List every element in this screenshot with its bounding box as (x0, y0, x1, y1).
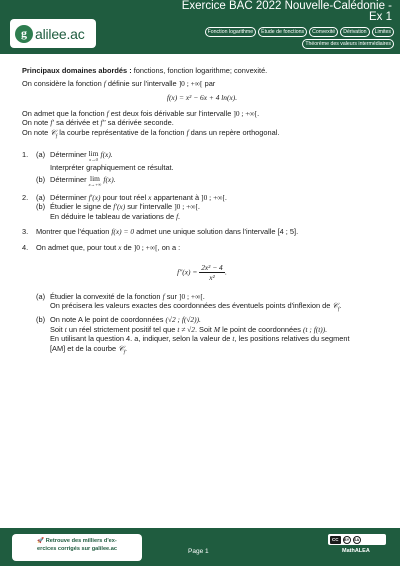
math-interval: ]0 ; +∞[. (179, 291, 205, 301)
fraction (199, 263, 225, 282)
deduce-line (50, 212, 382, 222)
text: On note (22, 118, 51, 128)
topics-list: fonctions, fonction logarithme; convexité. (131, 66, 268, 75)
segment-line (50, 344, 382, 358)
text: appartenant à (151, 192, 202, 202)
text: sa dérivée seconde. (105, 118, 174, 128)
point-m-line (50, 325, 382, 335)
question-3 (22, 227, 382, 237)
math-f: f (103, 78, 106, 88)
question-1a (36, 150, 382, 173)
math-expr: f(x). (100, 150, 113, 160)
text: Soit (50, 324, 65, 334)
text: Étudier la convexité de la fonction (50, 291, 163, 301)
question-4a (36, 292, 382, 316)
tag-logarithme[interactable]: Fonction logarithme (205, 27, 257, 37)
tag-convexite[interactable]: Convexité (309, 27, 338, 37)
text: un réel strictement positif tel que (66, 324, 178, 334)
math-cf-sub: f (123, 350, 125, 356)
text: . (339, 301, 342, 311)
lim-word: lim (88, 149, 99, 159)
tag-limites[interactable]: Limites (372, 27, 394, 37)
topics-label: Principaux domaines abordés : (22, 66, 132, 75)
cc-license-badge[interactable] (328, 534, 386, 545)
question-2 (22, 193, 382, 222)
def-lhs: f(x) = (166, 93, 186, 103)
text: Étudier le signe de (50, 202, 114, 212)
text: , les positions relatives du segment (234, 334, 350, 344)
math-f: f (186, 127, 189, 137)
numerator: 2x² − 4 (201, 262, 223, 272)
lim-under: x→0 (89, 157, 98, 163)
text: dans un repère orthogonal. (188, 127, 280, 137)
text: admet une unique solution dans l'intervalle [4 ; 5]. (134, 227, 299, 237)
math-t: t (232, 334, 235, 344)
text: . Soit (194, 324, 214, 334)
position-line (50, 334, 382, 344)
math-m: M (213, 324, 221, 334)
footer (0, 528, 400, 566)
question-1b (36, 175, 382, 187)
function-definition (22, 93, 382, 103)
text: Déterminer (50, 150, 89, 160)
math-cf: 𝒞 (50, 127, 56, 137)
math-cf: 𝒞 (118, 344, 124, 354)
math-cond: t ≠ √2 (177, 324, 195, 334)
topics-line (22, 66, 382, 76)
text: [AM] et de la courbe (50, 344, 119, 354)
question-4 (22, 243, 382, 358)
question-4b (36, 315, 382, 358)
cc-by-icon: BY (343, 537, 350, 542)
math-f: f. (176, 211, 181, 221)
tag-derivation[interactable]: Dérivation (340, 27, 369, 37)
text: On note A le point de coordonnées (50, 315, 166, 325)
text: sa dérivée et (54, 118, 101, 128)
consider-line (22, 79, 382, 89)
math-cf: 𝒞 (332, 301, 338, 311)
tag-etude-fonctions[interactable]: Étude de fonctions (258, 27, 307, 37)
question-2a (36, 193, 382, 203)
lim-under: x→+∞ (88, 181, 102, 187)
text: définie sur l'intervalle (105, 78, 179, 88)
cc-icon: CC (332, 536, 339, 542)
text: la courbe représentative de la fonction (57, 127, 187, 137)
limit (89, 150, 99, 162)
eq-lhs: f″(x) = (177, 267, 200, 277)
interpret-line: Interpréter graphiquement ce résultat. (50, 163, 174, 173)
question-number: 1. (22, 150, 29, 160)
question-number: 3. (22, 227, 29, 237)
sub-label: (a) (36, 291, 46, 301)
text: sur l'intervalle (125, 202, 175, 212)
question-1 (22, 150, 382, 187)
page-number: Page 1 (188, 548, 209, 555)
math-equation: f(x) = 0 (111, 227, 135, 237)
text: On précisera les valeurs exactes des coordonnées des éventuels points d'inflexion de (50, 301, 333, 311)
header (0, 0, 400, 54)
math-expr: f(x). (103, 174, 116, 184)
math-interval: ]0 ; +∞[ (178, 78, 203, 88)
text: le point de coordonnées (220, 324, 304, 334)
math-cf-sub: f (337, 307, 340, 313)
inflexion-line (50, 301, 382, 315)
math-fsecond: f″ (100, 118, 106, 128)
sub-label: (a) (36, 150, 46, 160)
second-derivative-formula (22, 263, 382, 282)
limit (89, 175, 102, 187)
cc-sa-icon: SA (353, 537, 360, 542)
topic-tags (174, 27, 394, 49)
math-fprime: f′ (50, 118, 55, 128)
math-coord-m: (t ; f(t)). (303, 324, 328, 334)
text: est deux fois dérivable sur l'intervalle (108, 108, 234, 118)
math-t: t (64, 324, 67, 334)
admit-line (22, 109, 382, 119)
curve-note (22, 128, 382, 142)
text: Déterminer (50, 192, 89, 202)
text: par (202, 78, 216, 88)
math-interval: ]0 ; +∞[ (133, 243, 158, 252)
text: En déduire le tableau de variations de (50, 211, 177, 221)
math-interval: ]0 ; +∞[. (174, 202, 200, 212)
mathalea-brand: MathALEA (342, 548, 370, 554)
math-x: x (118, 243, 122, 252)
denominator: x² (209, 272, 215, 282)
text: On admet que, pour tout (36, 243, 119, 252)
text: sur (164, 291, 180, 301)
exercise-body (22, 66, 382, 358)
tag-tvi[interactable]: Théorème des valeurs intermédiaires (302, 39, 394, 49)
math-expr: f′(x) (88, 192, 101, 202)
sub-label: (b) (36, 174, 46, 184)
eq-end: . (224, 267, 227, 277)
math-interval: ]0 ; +∞[. (201, 192, 227, 202)
text: On considère la fonction (22, 78, 104, 88)
promo-line-1: 🚀 Retrouve des milliers d'ex- (37, 538, 117, 544)
logo-mark-icon: g (15, 25, 33, 43)
galilee-logo[interactable] (10, 19, 96, 48)
math-cf-sub: f (55, 134, 58, 140)
text: Déterminer (50, 174, 89, 184)
math-coord-a: (√2 ; f(√2)). (165, 315, 201, 325)
lim-word: lim (90, 173, 100, 183)
text: On note (22, 127, 51, 137)
sub-label: (b) (36, 315, 46, 325)
text: . (124, 344, 128, 354)
text: pour tout réel (100, 192, 149, 202)
text: de (121, 243, 134, 252)
galilee-promo-button[interactable] (12, 534, 142, 561)
math-expr: f′(x) (113, 202, 126, 212)
math-interval: ]0 ; +∞[ (233, 108, 258, 118)
logo-text: alilee.ac (35, 25, 85, 42)
text: En utilisant la question 4. a, indiquer, selon la valeur de (50, 334, 233, 344)
math-f: f (162, 291, 165, 301)
question-number: 4. (22, 243, 29, 252)
sub-label: (a) (36, 192, 46, 202)
question-2b (36, 202, 382, 221)
math-f: f (106, 108, 109, 118)
exercise-title: Exercice BAC 2022 Nouvelle-Calédonie - Ex 1 (181, 0, 392, 23)
text: On admet que la fonction (22, 108, 107, 118)
text: . (257, 108, 260, 118)
math-x: x (148, 192, 152, 202)
question-number: 2. (22, 192, 29, 202)
text: , on a : (157, 243, 181, 252)
text: Montrer que l'équation (36, 227, 112, 237)
derivative-note (22, 118, 382, 128)
def-rhs: x² − 6x + 4 ln(x). (185, 93, 238, 103)
promo-line-2: ercices corrigés sur galilee.ac (37, 546, 117, 552)
sub-label: (b) (36, 202, 46, 212)
